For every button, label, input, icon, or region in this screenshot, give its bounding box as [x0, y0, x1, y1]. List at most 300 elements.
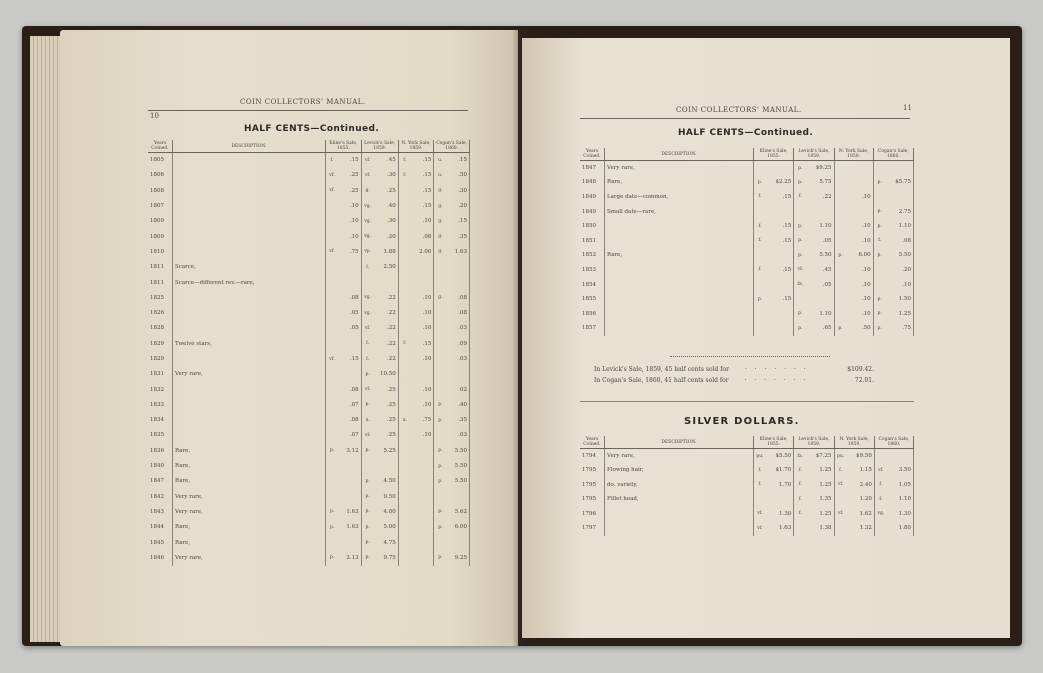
- year-cell: 1795: [580, 463, 605, 478]
- condition-cell: f.: [798, 482, 802, 488]
- condition-cell: f.: [403, 341, 407, 347]
- price-cell: .10: [886, 277, 914, 292]
- price-cell: .65: [806, 321, 834, 336]
- price-cell: [446, 535, 469, 550]
- totals-amount: 72.01.: [854, 377, 874, 384]
- condition-cell: f.: [758, 223, 762, 229]
- condition-cell: [398, 290, 411, 305]
- description-cell: Very rare,: [605, 449, 754, 464]
- price-cell: 1.25: [806, 478, 834, 493]
- price-cell: .08: [338, 290, 361, 305]
- price-cell: .22: [374, 321, 399, 336]
- price-cell: .15: [338, 153, 361, 168]
- year-cell: 1811: [148, 275, 173, 290]
- condition-cell: p.: [798, 238, 803, 244]
- price-cell: .15: [766, 219, 794, 234]
- price-cell: 2.00: [411, 244, 434, 259]
- right-page-number: 11: [903, 104, 912, 112]
- price-cell: 5.00: [374, 520, 399, 535]
- price-cell: .10: [338, 214, 361, 229]
- description-cell: Rare,: [173, 535, 326, 550]
- year-cell: 1848: [580, 175, 605, 190]
- condition-cell: p.: [438, 524, 443, 530]
- condition-cell: vp.: [364, 249, 372, 255]
- price-cell: [886, 190, 914, 205]
- price-cell: 1.05: [887, 478, 914, 493]
- price-cell: [338, 367, 361, 382]
- price-cell: 5.50: [446, 474, 469, 489]
- price-cell: [411, 260, 434, 275]
- condition-cell: p.: [438, 509, 443, 515]
- left-page-number: 10: [150, 112, 159, 120]
- header-sale-3: N. York Sale, 1859.: [834, 148, 873, 161]
- condition-cell: [834, 233, 847, 248]
- price-cell: [806, 292, 834, 307]
- condition-cell: p.: [365, 555, 370, 561]
- condition-cell: f.: [366, 356, 370, 362]
- price-cell: [338, 489, 361, 504]
- condition-cell: f.: [798, 194, 802, 200]
- table-row: [580, 521, 914, 536]
- price-cell: .10: [411, 305, 434, 320]
- description-cell: [173, 153, 326, 168]
- condition-cell: [434, 382, 447, 397]
- price-cell: .08: [411, 229, 434, 244]
- table-row: [580, 175, 914, 190]
- table-row: [580, 292, 914, 307]
- condition-cell: [834, 175, 847, 190]
- condition-cell: [398, 474, 411, 489]
- condition-cell: g.: [438, 203, 443, 209]
- condition-cell: [434, 305, 447, 320]
- table-row: [580, 204, 914, 219]
- condition-cell: vf.: [364, 325, 371, 331]
- description-cell: [605, 507, 754, 522]
- condition-cell: [794, 204, 807, 219]
- table-row: [148, 413, 470, 428]
- table-row: [148, 443, 470, 458]
- description-cell: Very rare,: [605, 161, 754, 176]
- year-cell: 1835: [148, 428, 173, 443]
- condition-cell: pu.: [836, 453, 845, 459]
- price-cell: $5.50: [766, 449, 794, 464]
- price-cell: 1.10: [886, 219, 914, 234]
- description-cell: [173, 168, 326, 183]
- condition-cell: f.: [798, 467, 802, 473]
- year-cell: 1808: [148, 183, 173, 198]
- year-cell: 1836: [148, 443, 173, 458]
- description-cell: [605, 306, 754, 321]
- price-cell: .30: [446, 183, 469, 198]
- condition-cell: p.: [877, 223, 882, 229]
- table-row: [148, 168, 470, 183]
- condition-cell: [834, 492, 847, 507]
- condition-cell: [434, 260, 447, 275]
- year-cell: 1844: [148, 520, 173, 535]
- condition-cell: [326, 275, 339, 290]
- condition-cell: [326, 336, 339, 351]
- left-running-head: COIN COLLECTORS' MANUAL.: [240, 98, 366, 106]
- condition-cell: [434, 336, 447, 351]
- table-row: [580, 190, 914, 205]
- price-cell: .30: [374, 214, 399, 229]
- price-cell: .10: [411, 428, 434, 443]
- condition-cell: vg.: [364, 310, 372, 316]
- description-cell: Very rare,: [173, 504, 326, 519]
- price-cell: .10: [411, 397, 434, 412]
- condition-cell: vf.: [837, 482, 844, 488]
- price-cell: 4.75: [374, 535, 399, 550]
- year-cell: 1826: [148, 305, 173, 320]
- condition-cell: p.: [877, 179, 882, 185]
- condition-cell: fa.: [797, 453, 804, 459]
- condition-cell: [326, 489, 339, 504]
- price-cell: .75: [886, 321, 914, 336]
- description-cell: [605, 263, 754, 278]
- condition-cell: f.: [758, 267, 762, 273]
- price-cell: .02: [446, 382, 469, 397]
- condition-cell: [754, 204, 767, 219]
- condition-cell: u.: [402, 417, 407, 423]
- price-cell: [411, 458, 434, 473]
- year-cell: 1847: [148, 474, 173, 489]
- price-cell: .10: [338, 229, 361, 244]
- year-cell: 1832: [148, 382, 173, 397]
- price-cell: [338, 336, 361, 351]
- header-sale-4: Cogan's Sale, 1860.: [434, 140, 470, 153]
- description-cell: [173, 413, 326, 428]
- condition-cell: [326, 428, 339, 443]
- condition-cell: p.: [438, 555, 443, 561]
- header-description: DESCRIPTION.: [605, 148, 754, 161]
- condition-cell: [326, 214, 339, 229]
- description-cell: Very rare,: [173, 367, 326, 382]
- condition-cell: p.: [798, 223, 803, 229]
- price-cell: .08: [446, 290, 469, 305]
- condition-cell: vf.: [797, 267, 804, 273]
- price-cell: 9.75: [374, 550, 399, 565]
- price-cell: 5.50: [886, 248, 914, 263]
- condition-cell: [434, 275, 447, 290]
- price-cell: 5.50: [446, 443, 469, 458]
- price-cell: [806, 204, 834, 219]
- price-cell: [411, 489, 434, 504]
- description-cell: [173, 305, 326, 320]
- condition-cell: u.: [438, 172, 443, 178]
- condition-cell: [398, 489, 411, 504]
- condition-cell: g.: [438, 249, 443, 255]
- price-cell: .15: [766, 190, 794, 205]
- price-cell: [446, 260, 469, 275]
- condition-cell: f.: [366, 341, 370, 347]
- condition-cell: [434, 351, 447, 366]
- year-cell: 1849: [580, 204, 605, 219]
- year-cell: 1843: [148, 504, 173, 519]
- price-cell: 3.50: [887, 463, 914, 478]
- table-row: [148, 367, 470, 382]
- description-cell: [605, 277, 754, 292]
- price-cell: 1.25: [886, 306, 914, 321]
- header-sale-2: Levick's Sale, 1859.: [794, 148, 834, 161]
- price-cell: .15: [411, 336, 434, 351]
- description-cell: Very rare,: [173, 489, 326, 504]
- condition-cell: vg.: [364, 295, 372, 301]
- price-cell: .22: [374, 336, 399, 351]
- header-sale-2: Levick's Sale, 1859.: [794, 436, 834, 449]
- price-cell: 6.00: [446, 520, 469, 535]
- price-cell: .25: [338, 168, 361, 183]
- condition-cell: [434, 489, 447, 504]
- condition-cell: vf.: [329, 249, 335, 255]
- price-cell: 4.50: [374, 474, 399, 489]
- condition-cell: vf.: [837, 511, 844, 517]
- condition-cell: vg.: [877, 511, 885, 517]
- condition-cell: p.: [365, 371, 370, 377]
- year-cell: 1828: [148, 321, 173, 336]
- price-cell: 1.35: [806, 492, 834, 507]
- condition-cell: [398, 382, 411, 397]
- condition-cell: [326, 458, 339, 473]
- condition-cell: [873, 161, 886, 176]
- condition-cell: [398, 397, 411, 412]
- price-cell: [411, 443, 434, 458]
- price-cell: 1.62: [847, 507, 875, 522]
- header-description: DESCRIPTION.: [605, 436, 754, 449]
- header-sale-3: N. York Sale, 1859.: [398, 140, 434, 153]
- year-cell: 1796: [580, 507, 605, 522]
- price-cell: .40: [446, 397, 469, 412]
- condition-cell: [326, 382, 339, 397]
- table-row: [148, 153, 470, 168]
- condition-cell: vg.: [364, 203, 372, 209]
- description-cell: [173, 351, 326, 366]
- condition-cell: [754, 492, 767, 507]
- price-cell: .25: [374, 397, 399, 412]
- table-row: [148, 520, 470, 535]
- condition-cell: u.: [365, 417, 370, 423]
- price-cell: [411, 474, 434, 489]
- price-cell: [338, 535, 361, 550]
- price-cell: .10: [847, 233, 874, 248]
- table-row: [580, 478, 914, 493]
- condition-cell: vf.: [364, 387, 371, 393]
- price-cell: 9.50: [374, 489, 399, 504]
- condition-cell: p.: [365, 448, 370, 454]
- table-row: [148, 428, 470, 443]
- price-cell: .22: [374, 351, 399, 366]
- condition-cell: f.: [798, 511, 802, 517]
- description-cell: [605, 321, 754, 336]
- price-cell: [766, 277, 794, 292]
- condition-cell: [398, 198, 411, 213]
- price-cell: .15: [446, 153, 469, 168]
- condition-cell: [326, 260, 339, 275]
- condition-cell: [326, 397, 339, 412]
- year-cell: 1805: [148, 153, 173, 168]
- condition-cell: [398, 458, 411, 473]
- condition-cell: [434, 367, 447, 382]
- table-row: [580, 321, 914, 336]
- price-cell: .25: [374, 382, 399, 397]
- price-cell: [411, 367, 434, 382]
- price-cell: .10: [847, 277, 874, 292]
- header-sale-4: Cogan's Sale, 1860.: [874, 436, 913, 449]
- price-cell: [886, 161, 914, 176]
- price-cell: $1.70: [766, 463, 794, 478]
- table-row: [580, 248, 914, 263]
- price-cell: 5.50: [446, 458, 469, 473]
- price-cell: .30: [374, 168, 399, 183]
- year-cell: 1833: [148, 397, 173, 412]
- price-cell: 5.62: [446, 504, 469, 519]
- price-cell: .08: [338, 382, 361, 397]
- price-cell: 3.12: [338, 443, 361, 458]
- price-cell: 1.25: [806, 507, 834, 522]
- price-cell: .15: [766, 263, 794, 278]
- price-cell: .25: [374, 183, 399, 198]
- condition-cell: [398, 183, 411, 198]
- price-cell: $9.50: [847, 449, 875, 464]
- price-cell: 1.63: [766, 521, 794, 536]
- condition-cell: p.: [365, 524, 370, 530]
- price-cell: 1.30: [887, 507, 914, 522]
- condition-cell: p.: [365, 494, 370, 500]
- year-cell: 1807: [148, 198, 173, 213]
- year-cell: 1852: [580, 248, 605, 263]
- price-cell: [766, 492, 794, 507]
- price-cell: [847, 161, 874, 176]
- price-cell: .20: [886, 263, 914, 278]
- condition-cell: [326, 413, 339, 428]
- year-cell: 1851: [580, 233, 605, 248]
- condition-cell: p.: [329, 555, 335, 561]
- description-cell: [173, 428, 326, 443]
- header-sale-1: Kline's Sale, 1855.: [326, 140, 362, 153]
- condition-cell: [754, 161, 767, 176]
- condition-cell: [326, 290, 339, 305]
- price-cell: [411, 550, 434, 565]
- price-cell: .35: [446, 229, 469, 244]
- price-cell: 1.88: [374, 244, 399, 259]
- condition-cell: pu.: [756, 453, 764, 459]
- price-cell: 5.25: [374, 443, 399, 458]
- description-cell: Flowing hair,: [605, 463, 754, 478]
- condition-cell: [754, 248, 767, 263]
- header-years: Years Coined.: [148, 140, 173, 153]
- price-cell: .03: [446, 428, 469, 443]
- table-row: [148, 244, 470, 259]
- description-cell: [173, 321, 326, 336]
- description-cell: Fillet head,: [605, 492, 754, 507]
- condition-cell: [326, 367, 339, 382]
- price-cell: 9.25: [446, 550, 469, 565]
- table-row: [148, 229, 470, 244]
- condition-cell: vf.: [364, 432, 371, 438]
- price-cell: 1.38: [806, 521, 834, 536]
- table-row: [148, 275, 470, 290]
- condition-cell: [398, 321, 411, 336]
- price-cell: .40: [374, 198, 399, 213]
- price-cell: [887, 449, 914, 464]
- price-cell: $5.75: [886, 175, 914, 190]
- year-cell: 1811: [148, 260, 173, 275]
- price-cell: 2.40: [847, 478, 875, 493]
- condition-cell: p.: [365, 509, 370, 515]
- condition-cell: [361, 275, 374, 290]
- condition-cell: f.: [330, 157, 334, 163]
- price-cell: .45: [806, 263, 834, 278]
- year-cell: 1831: [148, 367, 173, 382]
- condition-cell: p.: [838, 252, 843, 258]
- price-cell: .10: [847, 263, 874, 278]
- price-cell: .10: [338, 198, 361, 213]
- price-cell: 2.50: [374, 260, 399, 275]
- description-cell: do. variety,: [605, 478, 754, 493]
- condition-cell: [398, 535, 411, 550]
- condition-cell: p.: [329, 448, 335, 454]
- year-cell: 1849: [580, 190, 605, 205]
- condition-cell: vf.: [329, 172, 335, 178]
- condition-cell: p.: [757, 296, 763, 302]
- ornament-rule: [670, 356, 830, 357]
- condition-cell: p.: [838, 325, 843, 331]
- description-cell: [173, 229, 326, 244]
- year-cell: 1809: [148, 229, 173, 244]
- condition-cell: [398, 244, 411, 259]
- year-cell: 1845: [148, 535, 173, 550]
- condition-cell: [754, 306, 767, 321]
- price-cell: [766, 161, 794, 176]
- table-row: [580, 233, 914, 248]
- table-row: [148, 305, 470, 320]
- price-cell: .15: [411, 153, 434, 168]
- condition-cell: p.: [877, 311, 882, 317]
- condition-cell: p.: [798, 311, 803, 317]
- condition-cell: p.: [329, 524, 335, 530]
- price-cell: 1.32: [847, 521, 875, 536]
- price-cell: .15: [411, 198, 434, 213]
- right-half-cents-title: HALF CENTS—Continued.: [678, 128, 814, 138]
- silver-dollars-table: [580, 436, 914, 536]
- price-cell: .15: [338, 351, 361, 366]
- price-cell: .07: [338, 397, 361, 412]
- condition-cell: vf.: [329, 356, 335, 362]
- totals-label: In Levick's Sale, 1859, 45 half cents sold for: [594, 366, 729, 373]
- price-cell: [766, 321, 794, 336]
- price-cell: .45: [374, 153, 399, 168]
- price-cell: 1.70: [766, 478, 794, 493]
- price-cell: .22: [374, 305, 399, 320]
- condition-cell: f.: [403, 172, 407, 178]
- table-row: [148, 336, 470, 351]
- price-cell: $2.25: [766, 175, 794, 190]
- header-sale-2: Levick's Sale, 1859.: [361, 140, 398, 153]
- year-cell: 1834: [148, 413, 173, 428]
- table-row: [148, 198, 470, 213]
- totals-row-cogan: In Cogan's Sale, 1860, 41 half cents sold for · · · · · · · 72.01.: [594, 377, 874, 384]
- price-cell: .20: [374, 229, 399, 244]
- price-cell: 1.63: [338, 504, 361, 519]
- price-cell: .10: [411, 321, 434, 336]
- price-cell: 2.75: [886, 204, 914, 219]
- price-cell: [338, 275, 361, 290]
- year-cell: 1809: [148, 214, 173, 229]
- condition-cell: [398, 520, 411, 535]
- totals-row-levick: In Levick's Sale, 1859, 45 half cents sold for · · · · · · · $109.42.: [594, 366, 874, 373]
- condition-cell: [873, 263, 886, 278]
- table-row: [148, 458, 470, 473]
- price-cell: .07: [338, 428, 361, 443]
